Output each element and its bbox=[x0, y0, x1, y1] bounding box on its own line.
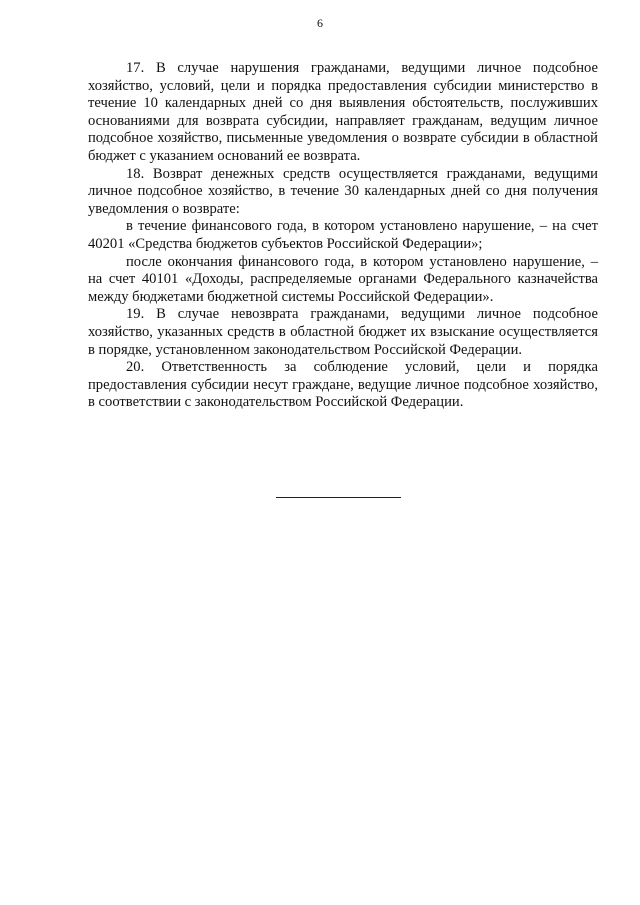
paragraph-17: 17. В случае нарушения гражданами, ведущими личное подсобное хозяйство, условий, цели и порядка предоставления субсидии министерство в течение 10 календарных дней со дня выявления обстоятельств, послуживших основаниями для возврата субсидии, направляет гражданам, ведущим личное подсобное хозяйство, письменные уведомления о возврате субсидии в областной бюджет с указанием оснований ее возврата. bbox=[88, 60, 598, 164]
page-number: 6 bbox=[317, 16, 323, 30]
end-separator-line bbox=[276, 497, 401, 498]
paragraph-18: 18. Возврат денежных средств осуществляется гражданами, ведущими личное подсобное хозяйство, в течение 30 календарных дней со дня получения уведомления о возврате: bbox=[88, 165, 598, 217]
paragraph-18-item-current-year: в течение финансового года, в котором установлено нарушение, – на счет 40201 «Средства бюджетов субъектов Российской Федерации»; bbox=[88, 218, 598, 252]
document-body bbox=[88, 60, 598, 412]
paragraph-18-item-after-year: после окончания финансового года, в котором установлено нарушение, – на счет 40101 «Доходы, распределяемые органами Федерального казначейства между бюджетами бюджетной системы Российской Федерации». bbox=[88, 253, 598, 305]
paragraph-20: 20. Ответственность за соблюдение условий, цели и порядка предоставления субсидии несут граждане, ведущие личное подсобное хозяйство, в соответствии с законодательством Российской Федерации. bbox=[88, 359, 598, 411]
paragraph-19: 19. В случае невозврата гражданами, ведущими личное подсобное хозяйство, указанных средств в областной бюджет их взыскание осуществляется в порядке, установленном законодательством Российской Федерации. bbox=[88, 306, 598, 358]
